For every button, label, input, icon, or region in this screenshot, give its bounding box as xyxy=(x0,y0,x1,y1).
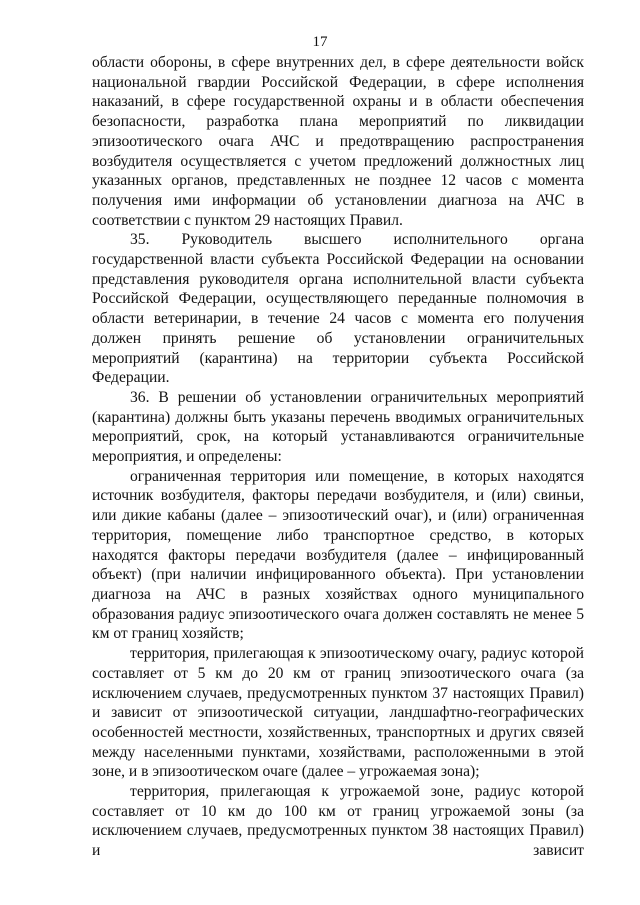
paragraph-continuation: области обороны, в сфере внутренних дел, в сфере деятельности войск национальной гвардии Российской Федерации, в сфере исполнения наказаний, в сфере государственной охраны и в области обеспечения безопасности, разработка плана мероприятий по ликвидации эпизоотического очага АЧС и предотвращению распространения возбудителя осуществляется с учетом предложений должностных лиц указанных органов, представленных не позднее 12 часов с момента получения ими информации об установлении диагноза на АЧС в соответствии с пунктом 29 настоящих Правил. xyxy=(92,54,584,229)
paragraph-threatened-zone: территория, прилегающая к эпизоотическому очагу, радиус которой составляет от 5 км до 20 км от границ эпизоотического очага (за исключением случаев, предусмотренных пунктом 37 настоящих Правил) и зависит от эпизоотической ситуации, ландшафтно-географических особенностей местности, хозяйственных, транспортных и других связей между населенными пунктами, хозяйствами, расположенными в этой зоне, и в эпизоотическом очаге (далее – угрожаемая зона); xyxy=(92,645,584,781)
paragraph-item-35: 35. Руководитель высшего исполнительного органа государственной власти субъекта Российской Федерации на основании представления руководителя органа исполнительной власти субъекта Российской Федерации, осуществляющего переданные полномочия в области ветеринарии, в течение 24 часов с момента его получения должен принять решение об установлении ограничительных мероприятий (карантина) на территории субъекта Российской Федерации. xyxy=(92,231,584,387)
paragraph-surveillance-zone: территория, прилегающая к угрожаемой зоне, радиус которой составляет от 10 км до 100 км от границ угрожаемой зоны (за исключением случаев, предусмотренных пунктом 38 настоящих Правил) и зависит xyxy=(92,783,584,860)
paragraph-epizootic-focus: ограниченная территория или помещение, в которых находятся источник возбудителя, факторы передачи возбудителя, и (или) свиньи, или дикие кабаны (далее – эпизоотический очаг), и (или) ограниченная территория, помещение либо транспортное средство, в которых находятся факторы передачи возбудителя (далее – инфицированный объект) (при наличии инфицированного объекта). При установлении диагноза на АЧС в разных хозяйствах одного муниципального образования радиус эпизоотического очага должен составлять не менее 5 км от границ хозяйств; xyxy=(92,467,584,643)
document-body xyxy=(92,53,584,861)
paragraph-item-36: 36. В решении об установлении ограничительных мероприятий (карантина) должны быть указаны перечень вводимых ограничительных мероприятий, срок, на который устанавливаются ограничительные мероприятия, и определены: xyxy=(92,388,584,466)
page-number: 17 xyxy=(312,34,328,50)
